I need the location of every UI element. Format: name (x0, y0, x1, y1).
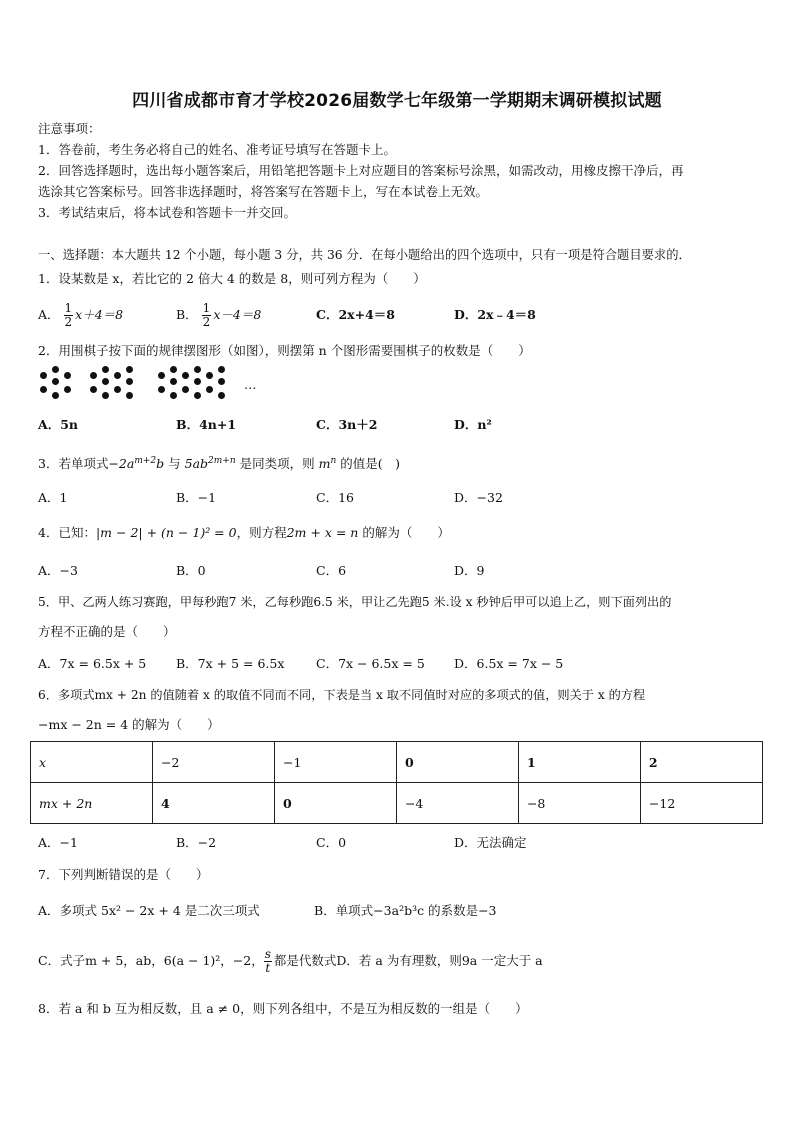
q3-option-c: C．16 (316, 490, 354, 505)
q8-stem: 8．若 a 和 b 互为相反数，且 a ≠ 0，则下列各组中，不是互为相反数的一组是（ ） (38, 1001, 528, 1016)
q5-option-c: C．7x − 6.5x = 5 (316, 656, 425, 671)
q1-option-c: C．2x+4＝8 (316, 307, 395, 322)
q2-option-b: B．4n+1 (176, 417, 237, 432)
q4-option-a: A．−3 (38, 563, 78, 578)
table-cell: −8 (518, 783, 640, 824)
table-cell: 4 (152, 783, 274, 824)
q2-option-a: A．5n (38, 417, 78, 432)
table-cell: 0 (396, 742, 518, 783)
notice-item-2-cont: 选涂其它答案标号。回答非选择题时，将答案写在答题卡上，写在本试卷上无效。 (38, 184, 489, 199)
notice-item-2: 2．回答选择题时，选出每小题答案后，用铅笔把答题卡上对应题目的答案标号涂黑，如需改动，用橡皮擦干净后，再 (38, 163, 684, 178)
q1-a-fraction: $\frac{1}{2}$ (64, 301, 73, 329)
q7-option-d: D．若 a 为有理数，则9a 一定大于 a (336, 953, 543, 968)
q1-option-a: A． $\frac{1}{2}$ x＋4＝8 (38, 301, 124, 329)
q5-option-b: B．7x + 5 = 6.5x (176, 656, 285, 671)
q4-option-c: C．6 (316, 563, 347, 578)
q6-value-table (30, 741, 763, 824)
table-cell: −1 (274, 742, 396, 783)
q3-stem: 3．若单项式$-2a^{m+2}b$ 与 $5ab^{2m+n}$ 是同类项，则 $m^n$ 的值是( ) (38, 456, 400, 472)
q4-option-d: D．9 (454, 563, 485, 578)
q6-stem-2: −mx − 2n = 4 的解为（ ） (38, 717, 220, 732)
q1-stem: 1．设某数是 x，若比它的 2 倍大 4 的数是 8，则可列方程为（ ） (38, 271, 426, 286)
table-row (31, 783, 763, 824)
q6-option-a: A．−1 (38, 835, 78, 850)
q1-b-fraction: $\frac{1}{2}$ (202, 301, 211, 329)
table-cell: mx + 2n (31, 783, 153, 824)
table-cell: 1 (518, 742, 640, 783)
q5-stem-2: 方程不正确的是（ ） (38, 624, 176, 639)
q7-option-c: C．式子m + 5，ab，6(a − 1)²，−2， $\frac{s}{t}$ 都是代数式D．若 a 为有理数，则9a 一定大于 a (38, 947, 543, 975)
q4-option-b: B．0 (176, 563, 206, 578)
q6-stem-1: 6．多项式mx + 2n 的值随着 x 的取值不同而不同，下表是当 x 取不同值时对应的多项式的值，则关于 x 的方程 (38, 688, 646, 702)
table-cell: −2 (152, 742, 274, 783)
q6-option-d: D．无法确定 (454, 835, 527, 850)
q1-option-b: B． $\frac{1}{2}$ x－4＝8 (176, 301, 262, 329)
q7-c-fraction: $\frac{s}{t}$ (264, 947, 271, 975)
table-cell: 0 (274, 783, 396, 824)
q2-option-c: C．3n＋2 (316, 417, 378, 432)
q1-option-d: D．2x﹣4＝8 (454, 307, 536, 322)
q3-option-d: D．−32 (454, 490, 503, 505)
exam-title: 四川省成都市育才学校2026届数学七年级第一学期期末调研模拟试题 (132, 91, 662, 111)
q6-option-c: C．0 (316, 835, 347, 850)
table-cell: 2 (640, 742, 762, 783)
q5-option-d: D．6.5x = 7x − 5 (454, 656, 564, 671)
q2-stem: 2．用围棋子按下面的规律摆图形（如图），则摆第 n 个图形需要围棋子的枚数是（ ） (38, 343, 531, 358)
q3-option-b: B．−1 (176, 490, 217, 505)
q5-option-a: A．7x = 6.5x + 5 (38, 656, 147, 671)
q4-stem: 4．已知：|m − 2| + (n − 1)² = 0，则方程2m + x = n 的解为（ ） (38, 525, 450, 540)
section-heading: 一、选择题：本大题共 12 个小题，每小题 3 分，共 36 分．在每小题给出的四个选项中，只有一项是符合题目要求的． (38, 248, 691, 262)
notice-heading: 注意事项： (38, 121, 101, 136)
notice-item-1: 1．答卷前，考生务必将自己的姓名、准考证号填写在答题卡上。 (38, 142, 396, 157)
q7-option-a: A．多项式 5x² − 2x + 4 是二次三项式 (38, 903, 260, 918)
table-cell: −4 (396, 783, 518, 824)
q5-stem-1: 5．甲、乙两人练习赛跑，甲每秒跑7 米，乙每秒跑6.5 米，甲让乙先跑5 米.设 x 秒钟后甲可以追上乙，则下面列出的 (38, 595, 672, 609)
q3-option-a: A．1 (38, 490, 68, 505)
q2-option-d: D．n² (454, 417, 492, 432)
table-cell: x (31, 742, 153, 783)
q2-ellipsis: … (244, 377, 257, 392)
notice-item-3: 3．考试结束后，将本试卷和答题卡一并交回。 (38, 205, 296, 220)
table-row (31, 742, 763, 783)
q7-option-b: B．单项式−3a²b³c 的系数是−3 (314, 903, 497, 918)
q6-option-b: B．−2 (176, 835, 217, 850)
table-cell: −12 (640, 783, 762, 824)
q7-stem: 7．下列判断错误的是（ ） (38, 867, 209, 882)
